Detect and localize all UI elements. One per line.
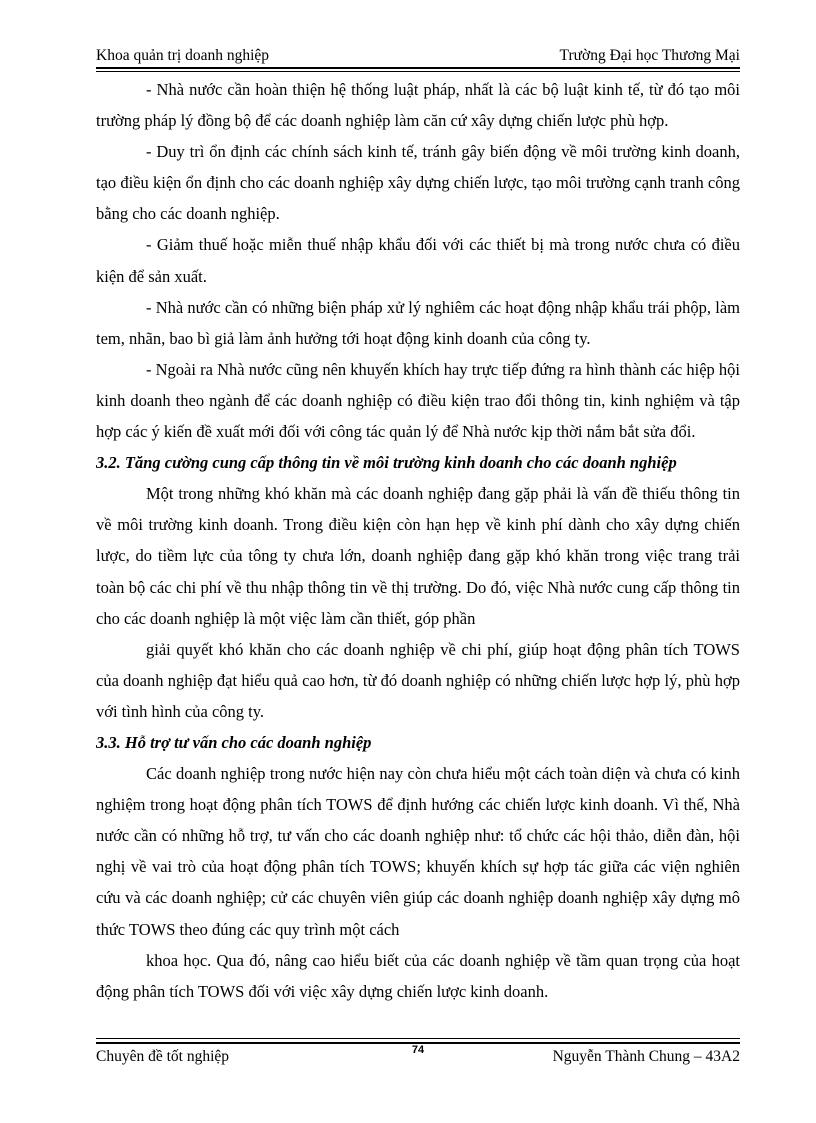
page-body bbox=[96, 74, 740, 1007]
header-rule-thin bbox=[96, 71, 740, 72]
paragraph-illegal-imports: - Nhà nước cần có những biện pháp xử lý nghiêm các hoạt động nhập khẩu trái phộp, làm tem, nhãn, bao bì giả làm ảnh hưởng tới hoạt động kinh doanh của công ty. bbox=[96, 297, 740, 348]
header-university: Trường Đại học Thương Mại bbox=[559, 47, 740, 64]
footer-author: Nguyễn Thành Chung – 43A2 bbox=[552, 1048, 740, 1065]
paragraph-import-tax: - Giảm thuế hoặc miễn thuế nhập khẩu đối với các thiết bị mà trong nước chưa có điều kiện để sản xuất. bbox=[96, 235, 740, 286]
paragraph-consulting-outcome: khoa học. Qua đó, nâng cao hiểu biết của các doanh nghiệp về tầm quan trọng của hoạt động phân tích TOWS đối với việc xây dựng chiến lược kinh doanh. bbox=[96, 950, 740, 1001]
footer-thesis-label: Chuyên đề tốt nghiệp bbox=[96, 1048, 230, 1065]
paragraph-information-benefit: giải quyết khó khăn cho các doanh nghiệp về chi phí, giúp hoạt động phân tích TOWS của doanh nghiệp đạt hiểu quả cao hơn, từ đó doanh nghiệp có những chiến lược hợp lý, phù hợp với tình hình của công ty. bbox=[96, 639, 740, 721]
page-number: 74 bbox=[411, 1044, 425, 1056]
header-rule-thick bbox=[96, 67, 740, 69]
paragraph-information-shortage: Một trong những khó khăn mà các doanh nghiệp đang gặp phải là vấn đề thiếu thông tin về môi trường kinh doanh. Trong điều kiện còn hạn hẹp về kinh phí dành cho xây dựng chiến lược, do tiềm lực của tông ty chưa lớn, doanh nghiệp đang gặp khó khăn trong việc trang trải toàn bộ các chi phí về thu nhập thông tin về thị trường. Do đó, việc Nhà nước cung cấp thông tin cho các doanh nghiệp là một việc làm cần thiết, góp phần bbox=[96, 484, 740, 628]
paragraph-economic-policy: - Duy trì ổn định các chính sách kinh tế, tránh gây biến động về môi trường kinh doanh, tạo điều kiện ổn định cho các doanh nghiệp xây dựng chiến lược, tạo môi trường cạnh tranh công bằng cho các doanh nghiệp. bbox=[96, 142, 740, 224]
page-footer bbox=[96, 1046, 740, 1068]
page-header bbox=[96, 46, 740, 66]
paragraph-business-associations: - Ngoài ra Nhà nước cũng nên khuyến khích hay trực tiếp đứng ra hình thành các hiệp hội kinh doanh theo ngành để các doanh nghiệp có điều kiện trao đổi thông tin, kinh nghiệm và tập hợp các ý kiến đề xuất mới đối với công tác quản lý để Nhà nước kịp thời nắm bắt sửa đổi. bbox=[96, 359, 740, 442]
section-heading-3-2: 3.2. Tăng cường cung cấp thông tin về môi trường kinh doanh cho các doanh nghiệp bbox=[96, 453, 677, 473]
paragraph-consulting-support: Các doanh nghiệp trong nước hiện nay còn chưa hiểu một cách toàn diện và chưa có kinh nghiệm trong hoạt động phân tích TOWS để định hướng các chiến lược kinh doanh. Vì thế, Nhà nước cần có những hỗ trợ, tư vấn cho các doanh nghiệp như: tổ chức các hội thảo, diễn đàn, hội nghị về vai trò của hoạt động phân tích TOWS; khuyến khích sự hợp tác giữa các viện nghiên cứu và các doanh nghiệp; cử các chuyên viên giúp các doanh nghiệp doanh nghiệp xây dựng mô thức TOWS theo đúng các quy trình một cách bbox=[96, 764, 740, 939]
header-faculty: Khoa quản trị doanh nghiệp bbox=[96, 47, 270, 64]
paragraph-legal-system: - Nhà nước cần hoàn thiện hệ thống luật pháp, nhất là các bộ luật kinh tế, từ đó tạo môi trường pháp lý đồng bộ để các doanh nghiệp làm căn cứ xây dựng chiến lược phù hợp. bbox=[96, 80, 740, 131]
section-heading-3-3: 3.3. Hỗ trợ tư vấn cho các doanh nghiệp bbox=[96, 732, 372, 752]
